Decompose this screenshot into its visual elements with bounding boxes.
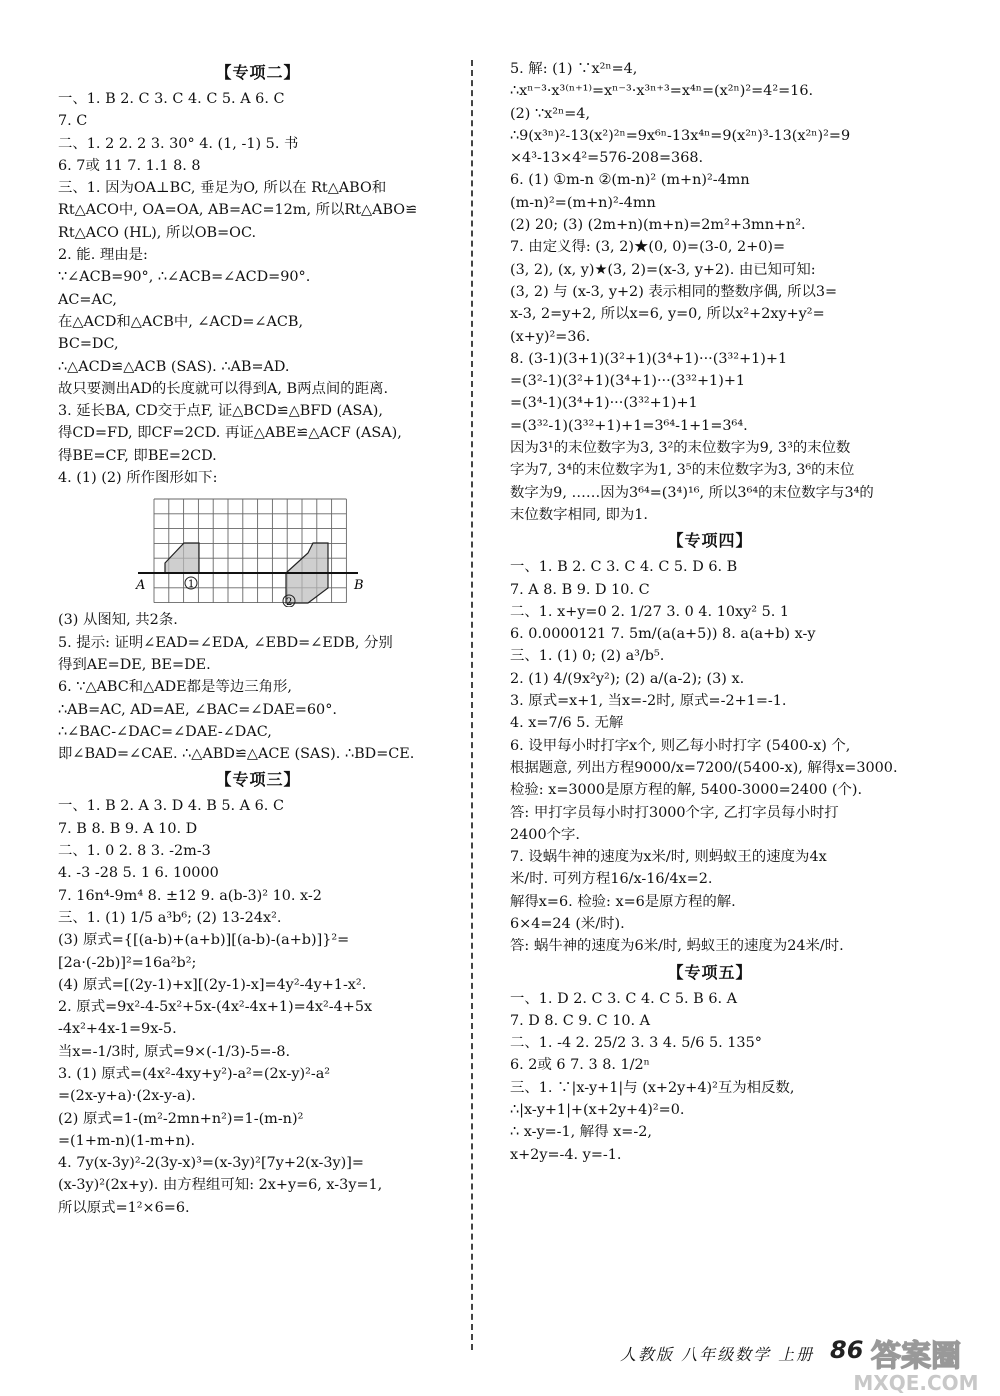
answer-line: (m-n)²=(m+n)²-4mn [510,194,656,211]
answer-line: 末位数字相同, 即为1. [510,506,649,523]
answer-line: 6. ∵△ABC和△ADE都是等边三角形, [58,679,292,696]
answer-line: 5. 解: (1) ∵x²ⁿ=4, [510,61,638,77]
figure-label-a: A [136,578,146,594]
answer-line: 4. -3 -28 5. 1 6. 10000 [58,865,219,882]
answer-line: 7. 由定义得: (3, 2)★(0, 0)=(3-0, 2+0)= [510,239,786,256]
answer-line: 一、1. B 2. C 3. C 4. C 5. D 6. B [510,559,738,576]
answer-line: 检验: x=3000是原方程的解, 5400-3000=2400 (个). [510,782,863,799]
answer-line: ×4³-13×4²=576-208=368. [510,150,704,167]
answer-line: =(3⁴-1)(3⁴+1)···(3³²+1)+1 [510,395,698,412]
answer-line: 二、1. x+y=0 2. 1/27 3. 0 4. 10xy² 5. 1 [510,603,790,620]
answer-line: 二、1. 0 2. 8 3. -2m-3 [58,843,211,860]
watermark-logo [832,1334,1000,1396]
answer-line: 得到AE=DE, BE=DE. [58,656,211,673]
right-column [510,58,910,1166]
answer-line: (2) ∵x²ⁿ=4, [510,105,591,122]
answer-line: -4x²+4x-1=9x-5. [58,1021,177,1038]
answer-line: 当x=-1/3时, 原式=9×(-1/3)-5=-8. [58,1043,291,1060]
answer-line: 三、1. ∵|x-y+1|与 (x+2y+4)²互为相反数, [510,1079,795,1096]
answer-line: 答: 蜗牛神的速度为6米/时, 蚂蚁王的速度为24米/时. [510,938,844,955]
answer-line: (x+y)²=36. [510,328,591,345]
section-5-answers [510,988,910,1166]
answer-line: ∴xⁿ⁻³·x³⁽ⁿ⁺¹⁾=xⁿ⁻³·x³ⁿ⁺³=x⁴ⁿ=(x²ⁿ)²=4²=16. [510,83,814,100]
answer-line: 6. 7或 11 7. 1.1 8. 8 [58,157,201,174]
section-title-5: 【专项五】 [667,962,753,982]
answer-line: 三、1. 因为OA⊥BC, 垂足为O, 所以在 Rt△ABO和 [58,180,387,197]
answer-line: 4. 7y(x-3y)²-2(3y-x)³=(x-3y)²[7y+2(x-3y)]= [58,1155,364,1172]
answer-line: 因为3¹的末位数字为3, 3²的末位数字为9, 3³的末位数 [510,440,851,457]
answer-line: 三、1. (1) 1/5 a³b⁶; (2) 13-24x². [58,909,282,926]
answer-line: 4. x=7/6 5. 无解 [510,715,624,732]
section-title-4: 【专项四】 [667,531,753,551]
answer-line: ∴∠BAC-∠DAC=∠DAE-∠DAC, [58,723,272,740]
answer-line: (3) 从图知, 共2条. [58,612,178,629]
section-title-3: 【专项三】 [215,770,301,790]
answer-line: 得BE=CF, 即BE=2CD. [58,447,217,464]
section-3-answers [58,795,458,1219]
answer-line: 三、1. (1) 0; (2) a³/b⁵. [510,648,665,665]
answer-line: (3, 2) 与 (x-3, y+2) 表示相同的整数序偶, 所以3= [510,283,838,300]
answer-line: 一、1. D 2. C 3. C 4. C 5. B 6. A [510,990,738,1007]
answer-line: 6×4=24 (米/时). [510,915,625,932]
answer-line: 一、1. B 2. C 3. C 4. C 5. A 6. C [58,91,285,107]
answer-line: 6. 2或 6 7. 3 8. 1/2ⁿ [510,1057,650,1074]
answer-line: 7. C [58,113,88,130]
answer-line: 得CD=FD, 即CF=2CD. 再证△ABE≌△ACF (ASA), [58,425,402,442]
answer-line: 二、1. -4 2. 25/2 3. 3 4. 5/6 5. 135° [510,1035,762,1052]
section-3-answers-cont [510,58,910,526]
grid-figure [58,491,458,607]
answer-line: =(1+m-n)(1-m+n). [58,1132,196,1149]
answer-line: (3) 原式={[(a-b)+(a+b)][(a-b)-(a+b)]}²= [58,932,350,949]
answer-line: 答: 甲打字员每小时打3000个字, 乙打字员每小时打 [510,804,839,821]
answer-line: 所以原式=1²×6=6. [58,1199,190,1216]
answer-line: ∴△ACD≌△ACB (SAS). ∴AB=AD. [58,358,290,375]
answer-line: 故只要测出AD的长度就可以得到A, B两点间的距离. [58,380,389,397]
answer-line: [2a·(-2b)]²=16a²b²; [58,954,197,971]
answer-line: 7. 16n⁴-9m⁴ 8. ±12 9. a(b-3)² 10. x-2 [58,887,322,904]
answer-line: 根据题意, 列出方程9000/x=7200/(5400-x), 解得x=3000. [510,759,898,776]
answer-line: 8. (3-1)(3+1)(3²+1)(3⁴+1)···(3³²+1)+1 [510,350,788,367]
answer-line: 7. A 8. B 9. D 10. C [510,581,650,598]
section-2-answers [58,88,458,489]
answer-line: 6. (1) ①m-n ②(m-n)² (m+n)²-4mn [510,172,750,189]
answer-line: 米/时. 可列方程16/x-16/4x=2. [510,871,713,888]
answer-line: 3. 原式=x+1, 当x=-2时, 原式=-2+1=-1. [510,693,787,710]
figure-label-1: 1 [188,579,195,591]
answer-line: ∴|x-y+1|+(x+2y+4)²=0. [510,1102,685,1119]
answer-line: 7. 设蜗牛神的速度为x米/时, 则蚂蚁王的速度为4x [510,849,827,866]
answer-line: 6. 0.0000121 7. 5m/(a(a+5)) 8. a(a+b) x-y [510,626,816,643]
answer-line: 2. 能. 理由是: [58,247,148,264]
figure-label-2: 2 [286,597,293,608]
answer-line: =(3³²-1)(3³²+1)+1=3⁶⁴-1+1=3⁶⁴. [510,417,748,434]
answer-line: 数字为9, ……因为3⁶⁴=(3⁴)¹⁶, 所以3⁶⁴的末位数字与3⁴的 [510,484,874,501]
svg-text:答案圈: 答案圈 [871,1339,961,1374]
answer-line: (x-3y)²(2x+y). 由方程组可知: 2x+y=6, x-3y=1, [58,1177,383,1194]
section-4-answers [510,556,910,957]
section-2-answers-cont [58,609,458,765]
answer-line: (4) 原式=[(2y-1)+x][(2y-1)-x]=4y²-4y+1-x². [58,976,367,993]
answer-line: x-3, 2=y+2, 所以x=6, y=0, 所以x²+2xy+y²= [510,306,825,323]
left-column [58,58,458,1219]
answer-line: 即∠BAD=∠CAE. ∴△ABD≌△ACE (SAS). ∴BD=CE. [58,746,415,763]
answer-line: 7. B 8. B 9. A 10. D [58,820,198,837]
answer-line: 在△ACD和△ACB中, ∠ACD=∠ACB, [58,313,304,330]
answer-line: Rt△ACO (HL), 所以OB=OC. [58,224,257,241]
answer-line: 5. 提示: 证明∠EAD=∠EDA, ∠EBD=∠EDB, 分别 [58,634,393,651]
answer-line: =(3²-1)(3²+1)(3⁴+1)···(3³²+1)+1 [510,373,746,390]
answer-line: 2. 原式=9x²-4-5x²+5x-(4x²-4x+1)=4x²-4+5x [58,999,373,1016]
answer-line: ∴AB=AC, AD=AE, ∠BAC=∠DAE=60°. [58,701,337,718]
answer-line: (2) 原式=1-(m²-2mn+n²)=1-(m-n)² [58,1110,304,1127]
answer-line: 2400个字. [510,826,580,843]
answer-line: 3. 延长BA, CD交于点F, 证△BCD≌△BFD (ASA), [58,403,383,420]
answer-line: x+2y=-4. y=-1. [510,1146,622,1163]
answer-line: AC=AC, [58,291,117,308]
answer-line: 字为7, 3⁴的末位数字为1, 3⁵的末位数字为3, 3⁶的末位 [510,462,855,479]
answer-line: 6. 设甲每小时打字x个, 则乙每小时打字 (5400-x) 个, [510,737,851,754]
page-number: 86 [830,1336,864,1364]
answer-line: 解得x=6. 检验: x=6是原方程的解. [510,893,736,910]
answer-line: 4. (1) (2) 所作图形如下: [58,470,218,487]
column-divider [471,60,473,1350]
answer-line: 二、1. 2 2. 2 3. 30° 4. (1, -1) 5. 书 [58,135,299,152]
figure-label-b: B [354,578,364,594]
answer-line: ∵∠ACB=90°, ∴∠ACB=∠ACD=90°. [58,269,311,286]
answer-line: (3, 2), (x, y)★(3, 2)=(x-3, y+2). 由已知可知: [510,261,816,278]
answer-line: =(2x-y+a)·(2x-y-a). [58,1088,196,1105]
book-footer: 人教版 八年级数学 上册 [620,1345,815,1364]
answer-line: (2) 20; (3) (2m+n)(m+n)=2m²+3mn+n². [510,217,806,234]
answer-line: 3. (1) 原式=(4x²-4xy+y²)-a²=(2x-y)²-a² [58,1065,331,1082]
answer-line: ∴ x-y=-1, 解得 x=-2, [510,1124,652,1141]
answer-line: 一、1. B 2. A 3. D 4. B 5. A 6. C [58,798,284,815]
answer-line: ∴9(x³ⁿ)²-13(x²)²ⁿ=9x⁶ⁿ-13x⁴ⁿ=9(x²ⁿ)³-13(x²ⁿ)²=9 [510,127,851,144]
answer-line: BC=DC, [58,336,119,353]
answer-line: 7. D 8. C 9. C 10. A [510,1012,651,1029]
svg-text:MXQE.COM: MXQE.COM [853,1371,979,1395]
answer-line: Rt△ACO中, OA=OA, AB=AC=12m, 所以Rt△ABO≌ [58,202,418,219]
answer-line: 2. (1) 4/(9x²y²); (2) a/(a-2); (3) x. [510,670,745,687]
section-title-2: 【专项二】 [215,63,301,82]
